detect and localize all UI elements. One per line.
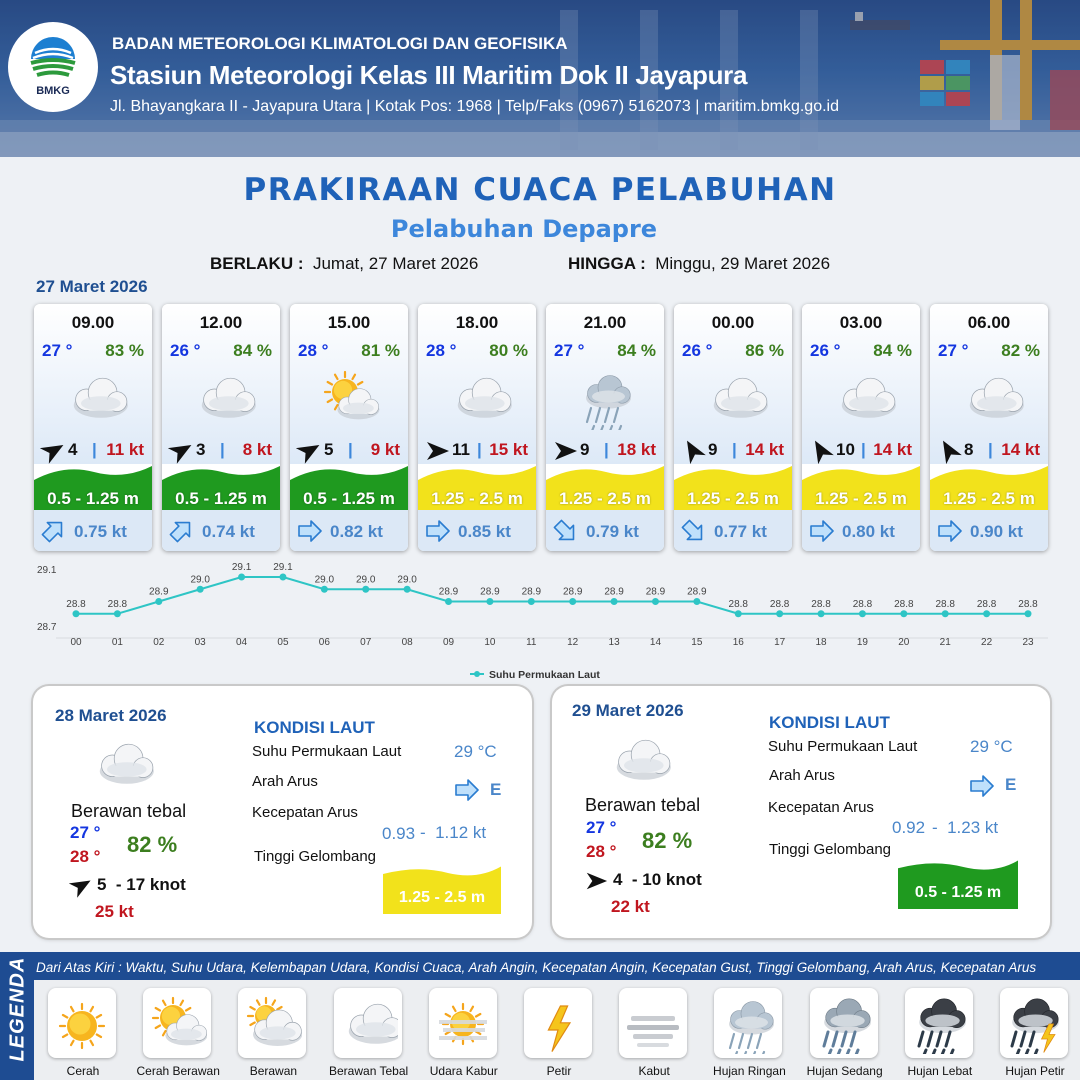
wind-gust-separator: | (604, 440, 609, 459)
current-direction-icon (552, 518, 578, 544)
legend-item-label: Hujan Petir (1005, 1064, 1065, 1078)
wind-gust-separator: | (988, 440, 993, 459)
legend-item-label: Berawan (249, 1064, 298, 1078)
x-tick-label: 17 (774, 637, 786, 648)
current-direction-icon (168, 518, 194, 544)
udara-kabur-icon (433, 994, 493, 1054)
validity-to-value: Minggu, 29 Maret 2026 (655, 254, 831, 273)
legend-item-udara-kabur (422, 988, 508, 1080)
wave-height: 1.25 - 2.5 m (815, 489, 907, 508)
forecast-card (930, 304, 1048, 551)
legend-item-hujan-sedang (803, 988, 889, 1080)
sst-data-label: 28.8 (728, 598, 748, 610)
current-direction-icon (808, 518, 834, 544)
sst-data-point (404, 586, 411, 593)
x-tick-label: 21 (939, 637, 951, 648)
current-speed: 0.74 kt (202, 522, 255, 541)
sst-data-label: 28.9 (521, 586, 542, 598)
day-panel-29 (552, 686, 1050, 938)
chart-legend-marker (474, 671, 480, 677)
sst-data-point (486, 598, 493, 605)
sst-data-point (321, 586, 328, 593)
forecast-temperature: 27 ° (938, 341, 969, 360)
validity-to (568, 254, 830, 274)
sst-data-label: 28.8 (976, 598, 997, 610)
x-tick-label: 12 (567, 637, 579, 648)
sst-data-label: 29.1 (231, 562, 252, 573)
legend-item-petir (517, 988, 603, 1080)
legend-item-cerah-berawan (136, 988, 222, 1080)
legend-item-kabut (612, 988, 698, 1080)
forecast-humidity: 80 % (489, 341, 528, 360)
current-direction-icon (936, 518, 962, 544)
forecast-humidity: 84 % (617, 341, 656, 360)
legend-icon-box (334, 988, 402, 1058)
legend-item-label: Kabut (638, 1064, 670, 1078)
sst-chart (0, 560, 1080, 690)
panel-date: 28 Maret 2026 (55, 706, 167, 725)
forecast-card (674, 304, 792, 551)
wind-gust-separator: | (220, 440, 225, 459)
wave-height: 1.25 - 2.5 m (687, 489, 779, 508)
gust-speed: 18 kt (617, 440, 656, 459)
sst-data-point (818, 610, 825, 617)
wind-direction-icon (936, 438, 962, 464)
current-speed-label: Kecepatan Arus (252, 804, 358, 821)
sst-data-label: 28.9 (645, 586, 666, 598)
hujan-sedang-icon (814, 994, 874, 1054)
panel-temp-min: 27 ° (586, 818, 617, 837)
legend-icon-box (429, 988, 497, 1058)
forecast-card (546, 304, 664, 551)
panel-date: 29 Maret 2026 (572, 701, 684, 720)
sst-label: Suhu Permukaan Laut (768, 738, 918, 755)
current-speed: 0.77 kt (714, 522, 767, 541)
sst-data-point (983, 610, 990, 617)
forecast-time: 09.00 (71, 313, 115, 332)
day-panel-28 (33, 686, 532, 938)
forecast-card (418, 304, 536, 551)
header-banner (0, 0, 1080, 157)
cerah-icon (52, 994, 112, 1054)
x-tick-label: 01 (111, 637, 123, 648)
y-tick-label: 28.7 (37, 622, 57, 633)
x-tick-label: 19 (856, 637, 868, 648)
forecast-temperature: 26 ° (682, 341, 713, 360)
sst-data-label: 29.1 (273, 562, 293, 573)
sst-data-point (652, 598, 659, 605)
berawan-tebal-icon (693, 366, 773, 430)
wind-direction-icon (552, 438, 578, 464)
wind-direction-icon (584, 869, 608, 893)
berawan-tebal-icon (338, 994, 398, 1054)
kabut-icon (623, 994, 683, 1054)
x-tick-label: 11 (526, 637, 537, 648)
panel-temp-max: 28 ° (70, 847, 101, 866)
legend-icon-box (1000, 988, 1068, 1058)
wind-speed: 5 (324, 440, 334, 459)
x-tick-label: 02 (153, 637, 165, 648)
current-speed: 0.85 kt (458, 522, 511, 541)
forecast-temperature: 27 ° (42, 341, 73, 360)
legend-item-berawan (231, 988, 317, 1080)
sst-data-label: 28.9 (480, 586, 500, 598)
x-tick-label: 08 (401, 637, 413, 648)
panel-humidity: 82 % (642, 828, 693, 853)
sst-data-point (735, 610, 742, 617)
forecast-humidity: 82 % (1001, 341, 1040, 360)
x-tick-label: 03 (194, 637, 206, 648)
legend-item-label: Cerah (66, 1064, 100, 1078)
sst-data-label: 28.8 (66, 598, 86, 610)
current-direction-icon (453, 779, 479, 801)
sst-data-point (1025, 610, 1032, 617)
x-tick-label: 20 (898, 637, 910, 648)
current-direction-icon (968, 775, 994, 797)
validity-from-value: Jumat, 27 Maret 2026 (312, 254, 479, 273)
current-speed-label: Kecepatan Arus (768, 799, 874, 816)
forecast-time: 21.00 (583, 313, 627, 332)
sst-data-label: 28.8 (894, 598, 914, 610)
kondisi-laut-title: KONDISI LAUT (769, 713, 890, 732)
forecast-time: 15.00 (327, 313, 371, 332)
sst-data-label: 28.8 (935, 598, 955, 610)
sst-data-point (362, 586, 369, 593)
sst-data-point (445, 598, 452, 605)
berawan-tebal-icon (437, 366, 517, 430)
sst-data-label: 28.8 (1018, 598, 1038, 610)
current-speed: 0.79 kt (586, 522, 639, 541)
x-tick-label: 10 (484, 637, 496, 648)
forecast-card (290, 304, 408, 551)
sst-data-point (942, 610, 949, 617)
sst-data-point (776, 610, 783, 617)
hujan-petir-icon (1004, 994, 1064, 1054)
berawan-tebal-icon (821, 366, 901, 430)
wind-speed: 4 (68, 440, 78, 459)
wave-height-badge (383, 864, 501, 914)
sst-value: 29 °C (970, 737, 1013, 756)
wind-speed: 3 (196, 440, 206, 459)
wind-direction-icon (168, 438, 194, 464)
gust-speed: 8 kt (242, 440, 272, 459)
forecast-card (802, 304, 920, 551)
x-tick-label: 23 (1022, 637, 1034, 648)
legend-icon-box (714, 988, 782, 1058)
legend-icon-box (143, 988, 211, 1058)
current-direction-icon (680, 518, 706, 544)
forecast-humidity: 84 % (873, 341, 912, 360)
wave-height: 1.25 - 2.5 m (559, 489, 651, 508)
panel-condition: Berawan tebal (585, 795, 701, 815)
legend-icon-box (238, 988, 306, 1058)
x-tick-label: 05 (277, 637, 289, 648)
forecast-humidity: 84 % (233, 341, 272, 360)
sst-value: 29 °C (454, 742, 497, 761)
petir-icon (528, 994, 588, 1054)
sst-data-point (155, 598, 162, 605)
wave-height-label: Tinggi Gelombang (769, 841, 892, 858)
wind-gust-separator: | (732, 440, 737, 459)
forecast-card (34, 304, 152, 551)
wind-speed: 11 (452, 440, 470, 459)
wind-speed: 9 (708, 440, 718, 459)
panel-temp-min: 27 ° (70, 823, 101, 842)
x-tick-label: 07 (360, 637, 372, 648)
page-title: PRAKIRAAN CUACA PELABUHAN (243, 172, 837, 208)
validity-from-label: BERLAKU : (210, 254, 304, 273)
legend-item-hujan-ringan (707, 988, 793, 1080)
sst-data-label: 29.0 (356, 574, 376, 586)
wind-direction-icon (69, 874, 93, 898)
gust-speed: 14 kt (745, 440, 784, 459)
current-speed: 0.75 kt (74, 522, 127, 541)
sst-data-point (528, 598, 535, 605)
legend-icon-box (48, 988, 116, 1058)
current-speed: 0.82 kt (330, 522, 383, 541)
gust-speed: 14 kt (873, 440, 912, 459)
agency-name: BADAN METEOROLOGI KLIMATOLOGI DAN GEOFISIKA (112, 34, 568, 53)
sst-data-label: 28.9 (149, 586, 169, 598)
wave-height-value: 0.5 - 1.25 m (914, 884, 1002, 901)
legend-item-berawan-tebal (327, 988, 413, 1080)
forecast-time: 00.00 (711, 313, 755, 332)
sst-data-point (114, 610, 121, 617)
wind-direction-icon (808, 438, 834, 464)
sst-data-label: 28.8 (811, 598, 831, 610)
sst-data-point (611, 598, 618, 605)
legend-item-hujan-lebat (898, 988, 984, 1080)
wind-gust-separator: | (861, 440, 866, 459)
panel-wind: 4 - 10 knot (613, 870, 702, 889)
legend-item-label: Udara Kabur (429, 1064, 498, 1078)
sst-data-point (238, 574, 245, 581)
forecast-temperature: 26 ° (810, 341, 841, 360)
day1-date: 27 Maret 2026 (36, 277, 148, 296)
forecast-temperature: 27 ° (554, 341, 585, 360)
hujan-ringan-icon (565, 366, 645, 430)
legend-icon-box (810, 988, 878, 1058)
x-tick-label: 18 (815, 637, 827, 648)
sst-series-line (76, 577, 1028, 614)
legend-item-label: Petir (546, 1064, 572, 1078)
wind-gust-separator: | (348, 440, 353, 459)
x-tick-label: 06 (318, 637, 330, 648)
kondisi-laut-title: KONDISI LAUT (254, 718, 375, 737)
current-speed: 0.80 kt (842, 522, 895, 541)
gust-speed: 9 kt (370, 440, 400, 459)
wind-direction-icon (40, 438, 66, 464)
forecast-humidity: 86 % (745, 341, 784, 360)
bmkg-logo (8, 22, 98, 112)
legend-item-label: Cerah Berawan (136, 1064, 220, 1078)
forecast-temperature: 28 ° (298, 341, 329, 360)
berawan-icon (242, 994, 302, 1054)
sst-data-label: 28.9 (438, 586, 459, 598)
forecast-temperature: 26 ° (170, 341, 201, 360)
current-direction-value: E (1005, 775, 1017, 794)
x-tick-label: 14 (649, 637, 662, 648)
forecast-time: 18.00 (455, 313, 499, 332)
legend-description: Dari Atas Kiri : Waktu, Suhu Udara, Kelembapan Udara, Kondisi Cuaca, Arah Angin, Kecepatan Angin, Kecepatan Gust, Tinggi Gelombang, Arah Arus, Kecepatan Arus (36, 960, 1037, 975)
wave-height: 0.5 - 1.25 m (47, 489, 139, 508)
validity-to-label: HINGGA : (568, 254, 646, 273)
berawan-tebal-icon (53, 366, 133, 430)
legend-item-label: Hujan Lebat (907, 1064, 973, 1078)
current-speed: 0.90 kt (970, 522, 1023, 541)
panel-wind: 5 - 17 knot (97, 875, 186, 894)
current-speed-max: - 1.12 kt (420, 823, 487, 842)
legend-item-cerah (41, 988, 127, 1080)
forecast-card (162, 304, 280, 551)
wind-speed: 9 (580, 440, 590, 459)
wave-height: 1.25 - 2.5 m (943, 489, 1035, 508)
x-tick-label: 16 (732, 637, 744, 648)
hujan-ringan-icon (718, 994, 778, 1054)
gust-speed: 11 kt (106, 440, 144, 459)
x-tick-label: 22 (981, 637, 993, 648)
wave-height: 0.5 - 1.25 m (175, 489, 267, 508)
berawan-tebal-icon (181, 366, 261, 430)
validity-from (210, 254, 478, 274)
sst-data-label: 28.9 (562, 586, 583, 598)
legend-item-label: Berawan Tebal (329, 1064, 409, 1078)
wind-gust-separator: | (92, 440, 97, 459)
x-tick-label: 13 (608, 637, 620, 648)
wind-speed: 8 (964, 440, 974, 459)
forecast-time: 06.00 (967, 313, 1011, 332)
current-direction-icon (424, 518, 450, 544)
sst-data-point (859, 610, 866, 617)
sst-data-point (73, 610, 80, 617)
sst-data-label: 28.9 (687, 586, 707, 598)
berawan-tebal-icon (604, 734, 674, 784)
cerah-berawan-icon (309, 366, 389, 430)
gust-speed: 14 kt (1001, 440, 1040, 459)
current-speed-min: 0.93 (382, 824, 416, 843)
wave-height: 0.5 - 1.25 m (303, 489, 395, 508)
sst-data-label: 29.0 (314, 574, 335, 586)
x-tick-label: 04 (236, 637, 248, 648)
legend-item-hujan-petir (993, 988, 1079, 1080)
legend-side-label (0, 952, 34, 1080)
berawan-tebal-icon (949, 366, 1029, 430)
station-address: Jl. Bhayangkara II - Jayapura Utara | Kotak Pos: 1968 | Telp/Faks (0967) 5162073 | maritim.bmkg.go.id (110, 98, 839, 115)
wind-speed: 10 (836, 440, 855, 459)
sst-data-point (693, 598, 700, 605)
sst-label: Suhu Permukaan Laut (252, 743, 402, 760)
berawan-tebal-icon (87, 738, 157, 788)
station-name: Stasiun Meteorologi Kelas III Maritim Dok II Jayapura (110, 60, 748, 90)
panel-gust: 25 kt (95, 902, 134, 921)
sst-data-label: 28.8 (107, 598, 128, 610)
x-tick-label: 15 (691, 637, 703, 648)
port-name: Pelabuhan Depapre (390, 215, 658, 243)
current-direction-icon (40, 518, 66, 544)
sst-data-point (569, 598, 576, 605)
y-tick-label: 29.1 (37, 565, 57, 576)
forecast-time: 12.00 (199, 313, 243, 332)
bmkg-logo-icon (25, 37, 81, 83)
wave-height-value: 1.25 - 2.5 m (398, 889, 486, 906)
chart-legend-label: Suhu Permukaan Laut (489, 669, 600, 681)
forecast-temperature: 28 ° (426, 341, 457, 360)
current-direction-icon (296, 518, 322, 544)
wind-direction-icon (680, 438, 706, 464)
current-direction-value: E (490, 780, 502, 799)
x-tick-label: 00 (70, 637, 82, 648)
current-direction-label: Arah Arus (769, 767, 835, 784)
wind-direction-icon (296, 438, 322, 464)
sst-data-label: 29.0 (397, 574, 417, 586)
legend-item-label: Hujan Ringan (713, 1064, 786, 1078)
sst-data-label: 28.8 (769, 598, 790, 610)
legend-icon-box (524, 988, 592, 1058)
legend-title: LEGENDA (6, 956, 29, 1062)
forecast-humidity: 83 % (105, 341, 144, 360)
panel-gust: 22 kt (611, 897, 650, 916)
wave-height: 1.25 - 2.5 m (431, 489, 523, 508)
cerah-berawan-icon (147, 994, 207, 1054)
sst-data-point (197, 586, 204, 593)
legend (0, 952, 1080, 1080)
wind-gust-separator: | (477, 440, 482, 459)
x-tick-label: 09 (442, 637, 455, 648)
sst-data-label: 28.9 (604, 586, 624, 598)
forecast-time: 03.00 (839, 313, 883, 332)
forecast-humidity: 81 % (361, 341, 400, 360)
sst-data-point (279, 574, 286, 581)
sst-data-label: 28.8 (852, 598, 873, 610)
panel-condition: Berawan tebal (71, 801, 187, 821)
current-speed-min: 0.92 (892, 818, 926, 837)
wind-direction-icon (424, 438, 450, 464)
current-direction-label: Arah Arus (252, 773, 318, 790)
hujan-lebat-icon (909, 994, 969, 1054)
legend-icon-box (905, 988, 973, 1058)
gust-speed: 15 kt (489, 440, 528, 459)
wave-height-badge (898, 858, 1018, 909)
sst-data-label: 29.0 (190, 574, 210, 586)
logo-text: BMKG (36, 85, 70, 97)
sst-data-point (900, 610, 907, 617)
panel-humidity: 82 % (127, 832, 178, 857)
wave-height-label: Tinggi Gelombang (254, 848, 377, 865)
panel-temp-max: 28 ° (586, 842, 617, 861)
legend-icon-box (619, 988, 687, 1058)
legend-items (34, 980, 1080, 1080)
current-speed-max: - 1.23 kt (932, 818, 999, 837)
legend-item-label: Hujan Sedang (806, 1064, 883, 1078)
